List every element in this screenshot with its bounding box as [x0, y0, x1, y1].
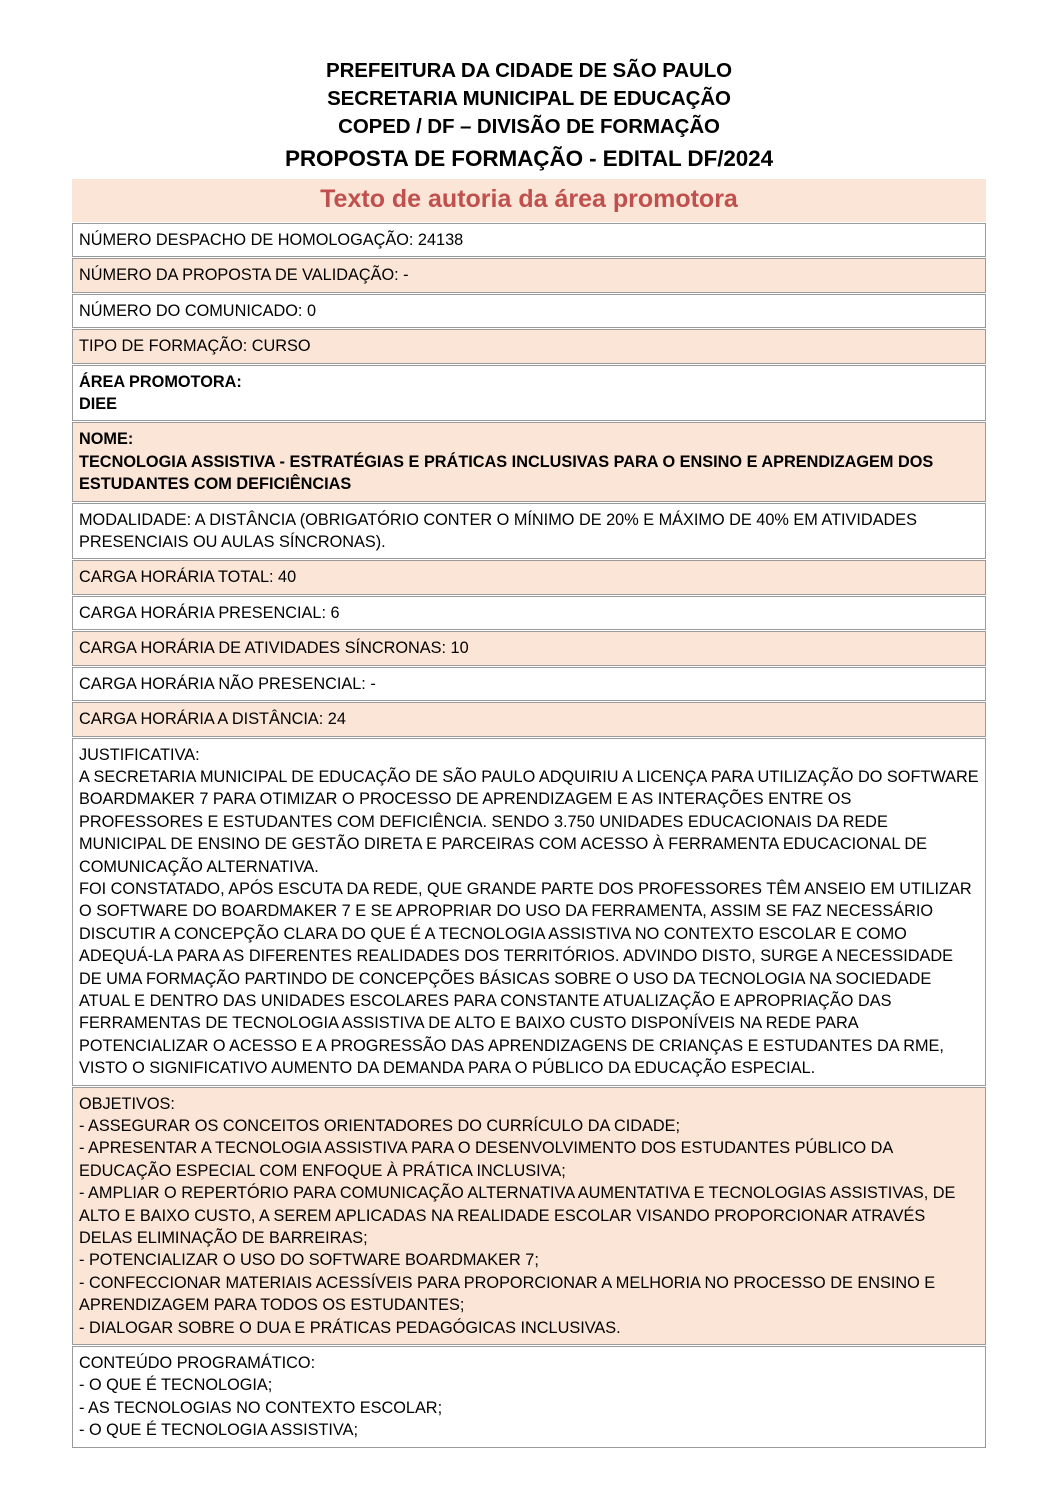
- numero-despacho-text: NÚMERO DESPACHO DE HOMOLOGAÇÃO: 24138: [79, 231, 464, 249]
- objetivos-item: - DIALOGAR SOBRE O DUA E PRÁTICAS PEDAGÓGICAS INCLUSIVAS.: [79, 1318, 621, 1337]
- table-row: [72, 503, 986, 560]
- tipo-formacao-text: TIPO DE FORMAÇÃO: CURSO: [79, 337, 311, 356]
- table-row: [72, 258, 986, 292]
- nome-label: NOME:: [79, 430, 134, 449]
- carga-nao-presencial-text: CARGA HORÁRIA NÃO PRESENCIAL: -: [79, 674, 376, 693]
- carga-presencial-text: CARGA HORÁRIA PRESENCIAL: 6: [79, 603, 340, 622]
- table-row: [72, 365, 986, 422]
- row-carga-presencial: [72, 596, 986, 630]
- table-row: [72, 667, 986, 701]
- table-row: [72, 560, 986, 594]
- header-line-secretaria: SECRETARIA MUNICIPAL DE EDUCAÇÃO: [327, 87, 731, 110]
- carga-total-text: CARGA HORÁRIA TOTAL: 40: [79, 568, 297, 587]
- table-row: [72, 1346, 986, 1448]
- objetivos-item: - APRESENTAR A TECNOLOGIA ASSISTIVA PARA O DESENVOLVIMENTO DOS ESTUDANTES PÚBLICO DA EDUCAÇÃO ESPECIAL COM ENFOQUE À PRÁTICA INCLUSIVA;: [79, 1139, 893, 1180]
- row-numero-comunicado: [72, 294, 986, 328]
- row-carga-total: [72, 560, 986, 594]
- area-promotora-label: ÁREA PROMOTORA:: [79, 372, 242, 391]
- row-tipo-formacao: [72, 329, 986, 363]
- modalidade-text: MODALIDADE: A DISTÂNCIA (OBRIGATÓRIO CONTER O MÍNIMO DE 20% E MÁXIMO DE 40% EM ATIVIDADES PRESENCIAIS OU AULAS SÍNCRONAS).: [79, 510, 918, 552]
- row-nome: [72, 422, 986, 501]
- header-line-coped: COPED / DF – DIVISÃO DE FORMAÇÃO: [338, 115, 720, 138]
- row-carga-distancia: [72, 702, 986, 736]
- row-numero-proposta: [72, 258, 986, 292]
- conteudo-label: CONTEÚDO PROGRAMÁTICO:: [79, 1354, 316, 1373]
- banner-label: Texto de autoria da área promotora: [320, 185, 738, 213]
- table-row: [72, 596, 986, 630]
- justificativa-label: JUSTIFICATIVA:: [79, 745, 200, 764]
- justificativa-paragraph-2: FOI CONSTATADO, APÓS ESCUTA DA REDE, QUE GRANDE PARTE DOS PROFESSORES TÊM ANSEIO EM UTILIZAR O SOFTWARE DO BOARDMAKER 7 E SE APROPRIAR DO USO DA FERRAMENTA, ASSIM SE FAZ NECESSÁRIO DISCUTIR A CONCEPÇÃO CLARA DO QUE É A TECNOLOGIA ASSISTIVA NO CONTEXTO ESCOLAR E COMO ADEQUÁ-LA PARA AS DIFERENTES REALIDADES DOS TERRITÓRIOS. ADVINDO DISTO, SURGE A NECESSIDADE DE UMA FORMAÇÃO PARTINDO DE CONCEPÇÕES BÁSICAS SOBRE O USO DA TECNOLOGIA NA SOCIEDADE ATUAL E DENTRO DAS UNIDADES ESCOLARES PARA CONSTANTE ATUALIZAÇÃO E APROPRIAÇÃO DAS FERRAMENTAS DE TECNOLOGIA ASSISTIVA DE ALTO E BAIXO CUSTO DISPONÍVEIS NA REDE PARA POTENCIALIZAR O ACESSO E A PROGRESSÃO DAS APRENDIZAGENS DE CRIANÇAS E ESTUDANTES DA RME, VISTO O SIGNIFICATIVO AUMENTO DA DEMANDA PARA O PÚBLICO DA EDUCAÇÃO ESPECIAL.: [79, 879, 972, 1078]
- page-title: PROPOSTA DE FORMAÇÃO - EDITAL DF/2024: [284, 146, 773, 171]
- conteudo-item: - AS TECNOLOGIAS NO CONTEXTO ESCOLAR;: [79, 1398, 443, 1417]
- objetivos-item: - ASSEGURAR OS CONCEITOS ORIENTADORES DO CURRÍCULO DA CIDADE;: [79, 1117, 680, 1135]
- row-justificativa: [72, 738, 986, 1086]
- objetivos-item: - POTENCIALIZAR O USO DO SOFTWARE BOARDMAKER 7;: [79, 1251, 539, 1270]
- row-carga-sincronas: [72, 631, 986, 665]
- conteudo-item: - O QUE É TECNOLOGIA;: [79, 1376, 273, 1395]
- objetivos-label: OBJETIVOS:: [79, 1094, 175, 1113]
- table-row: [72, 223, 986, 257]
- justificativa-paragraph-1: A SECRETARIA MUNICIPAL DE EDUCAÇÃO DE SÃO PAULO ADQUIRIU A LICENÇA PARA UTILIZAÇÃO DO SOFTWARE BOARDMAKER 7 PARA OTIMIZAR O PROCESSO DE APRENDIZAGEM E AS INTERAÇÕES ENTRE OS PROFESSORES E ESTUDANTES COM DEFICIÊNCIA. SENDO 3.750 UNIDADES EDUCACIONAIS DA REDE MUNICIPAL DE ENSINO DE GESTÃO DIRETA E PARCEIRAS COM ACESSO À FERRAMENTA EDUCACIONAL DE COMUNICAÇÃO ALTERNATIVA.: [79, 767, 979, 876]
- header-line-prefeitura: PREFEITURA DA CIDADE DE SÃO PAULO: [326, 59, 732, 82]
- table-row: [72, 631, 986, 665]
- row-carga-nao-presencial: [72, 667, 986, 701]
- table-row: [72, 422, 986, 501]
- table-row: [72, 738, 986, 1086]
- table-row: [72, 294, 986, 328]
- objetivos-item: - CONFECCIONAR MATERIAIS ACESSÍVEIS PARA PROPORCIONAR A MELHORIA NO PROCESSO DE ENSINO E APRENDIZAGEM PARA TODOS OS ESTUDANTES;: [79, 1273, 936, 1315]
- row-area-promotora: [72, 365, 986, 422]
- carga-distancia-text: CARGA HORÁRIA A DISTÂNCIA: 24: [79, 710, 346, 729]
- document-header: [0, 0, 1058, 175]
- conteudo-item: - O QUE É TECNOLOGIA ASSISTIVA;: [79, 1421, 358, 1440]
- table-row: [72, 1087, 986, 1345]
- table-row: [72, 702, 986, 736]
- banner-autoria: [72, 179, 986, 222]
- row-modalidade: [72, 503, 986, 560]
- numero-proposta-text: NÚMERO DA PROPOSTA DE VALIDAÇÃO: -: [79, 266, 409, 285]
- area-promotora-value: DIEE: [79, 395, 118, 414]
- carga-sincronas-text: CARGA HORÁRIA DE ATIVIDADES SÍNCRONAS: 10: [79, 639, 469, 658]
- numero-comunicado-text: NÚMERO DO COMUNICADO: 0: [79, 301, 316, 320]
- row-conteudo-programatico: [72, 1346, 986, 1448]
- nome-value: TECNOLOGIA ASSISTIVA - ESTRATÉGIAS E PRÁTICAS INCLUSIVAS PARA O ENSINO E APRENDIZAGEM DOS ESTUDANTES COM DEFICIÊNCIAS: [79, 452, 934, 494]
- row-objetivos: [72, 1087, 986, 1345]
- objetivos-item: - AMPLIAR O REPERTÓRIO PARA COMUNICAÇÃO ALTERNATIVA AUMENTATIVA E TECNOLOGIAS ASSISTIVAS, DE ALTO E BAIXO CUSTO, A SEREM APLICADAS NA REALIDADE ESCOLAR VISANDO PROPORCIONAR ATRAVÉS DELAS ELIMINAÇÃO DE BARREIRAS;: [79, 1184, 956, 1248]
- row-numero-despacho: [72, 223, 986, 257]
- table-row: [72, 329, 986, 363]
- proposta-table: [72, 222, 986, 1449]
